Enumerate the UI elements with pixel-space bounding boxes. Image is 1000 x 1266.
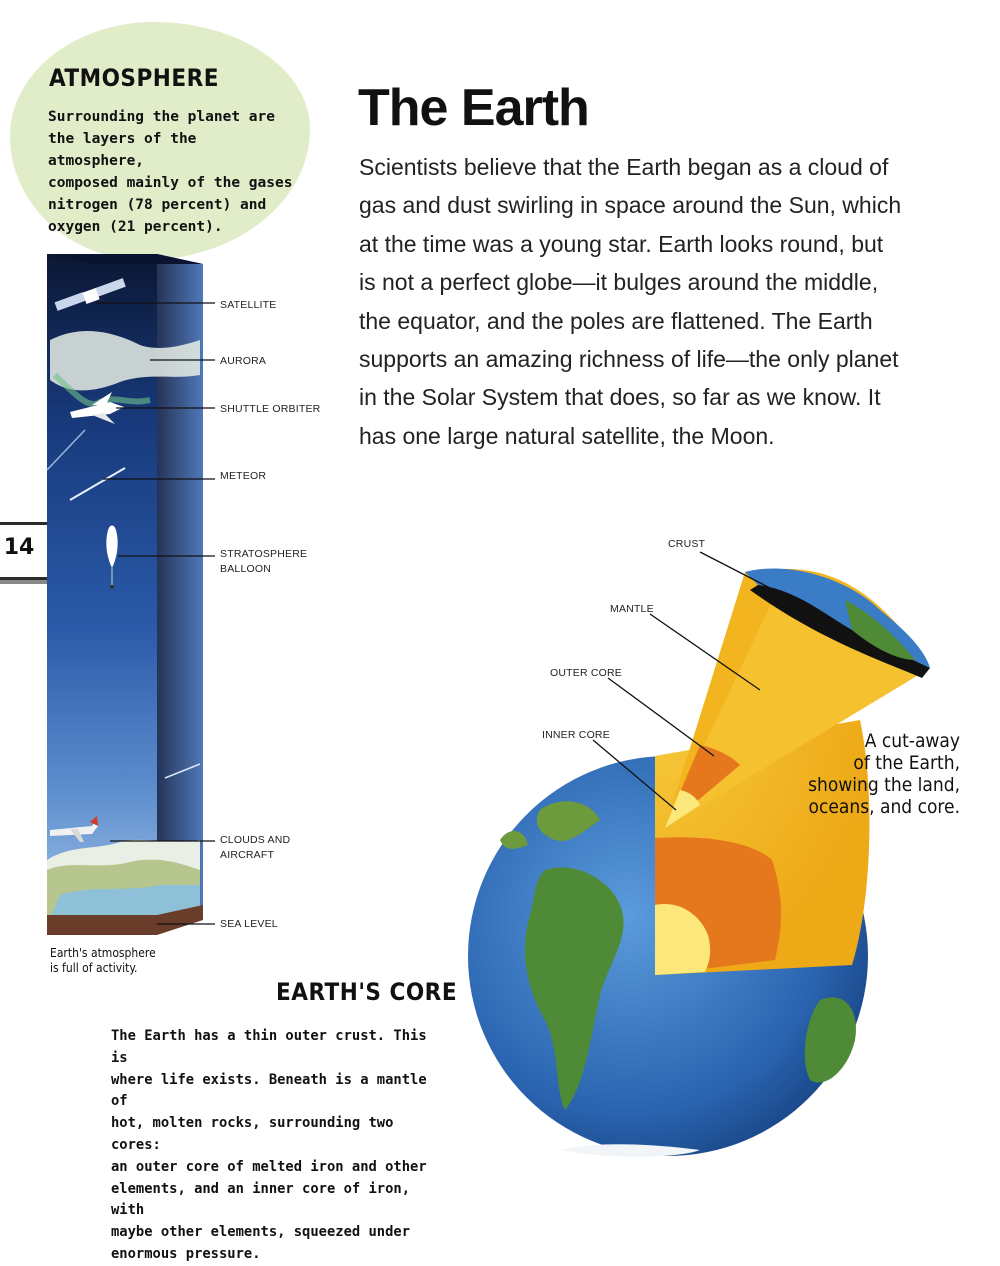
label-sea-level: SEA LEVEL — [220, 918, 278, 930]
page-number: 14 — [3, 535, 35, 560]
atmosphere-caption: Earth's atmosphere is full of activity. — [50, 946, 156, 975]
intro-paragraph: Scientists believe that the Earth began as a cloud of gas and dust swirling in space around the Sun, which at the time was a young star. Earth looks round, but is not a perfect globe—it bulges around the middle, the equator, and the poles are flattened. The Earth supports an amazing richness of life—the only planet in the Solar System that does, so far as we know. It has one large natural satellite, the Moon. — [359, 154, 902, 449]
label-shuttle-orbiter: SHUTTLE ORBITER — [220, 403, 321, 415]
label-mantle: MANTLE — [610, 603, 654, 615]
atmosphere-heading: ATMOSPHERE — [49, 64, 219, 92]
label-satellite: SATELLITE — [220, 299, 277, 311]
label-outer-core: OUTER CORE — [550, 667, 623, 679]
core-text: The Earth has a thin outer crust. This is where life exists. Beneath is a mantle of hot, molten rocks, surrounding two cores: an outer core of melted iron and other elements, and an inner core of iron, with maybe other elements, squeezed under enormous pressure. — [111, 1028, 427, 1262]
page-title: The Earth — [358, 79, 589, 137]
label-crust: CRUST — [668, 538, 706, 550]
label-meteor: METEOR — [220, 470, 267, 482]
label-inner-core: INNER CORE — [542, 729, 610, 741]
atmosphere-text: Surrounding the planet are the layers of the atmosphere, composed mainly of the gases nitrogen (78 percent) and oxygen (21 percent). — [48, 109, 293, 235]
cutaway-caption: A cut-away of the Earth, showing the land, oceans, and core. — [808, 730, 960, 818]
label-stratosphere-balloon: STRATOSPHERE BALLOON — [220, 548, 308, 575]
core-heading: EARTH'S CORE — [276, 978, 458, 1006]
label-clouds-and-aircraft: CLOUDS AND AIRCRAFT — [220, 834, 291, 861]
label-aurora: AURORA — [220, 355, 267, 367]
